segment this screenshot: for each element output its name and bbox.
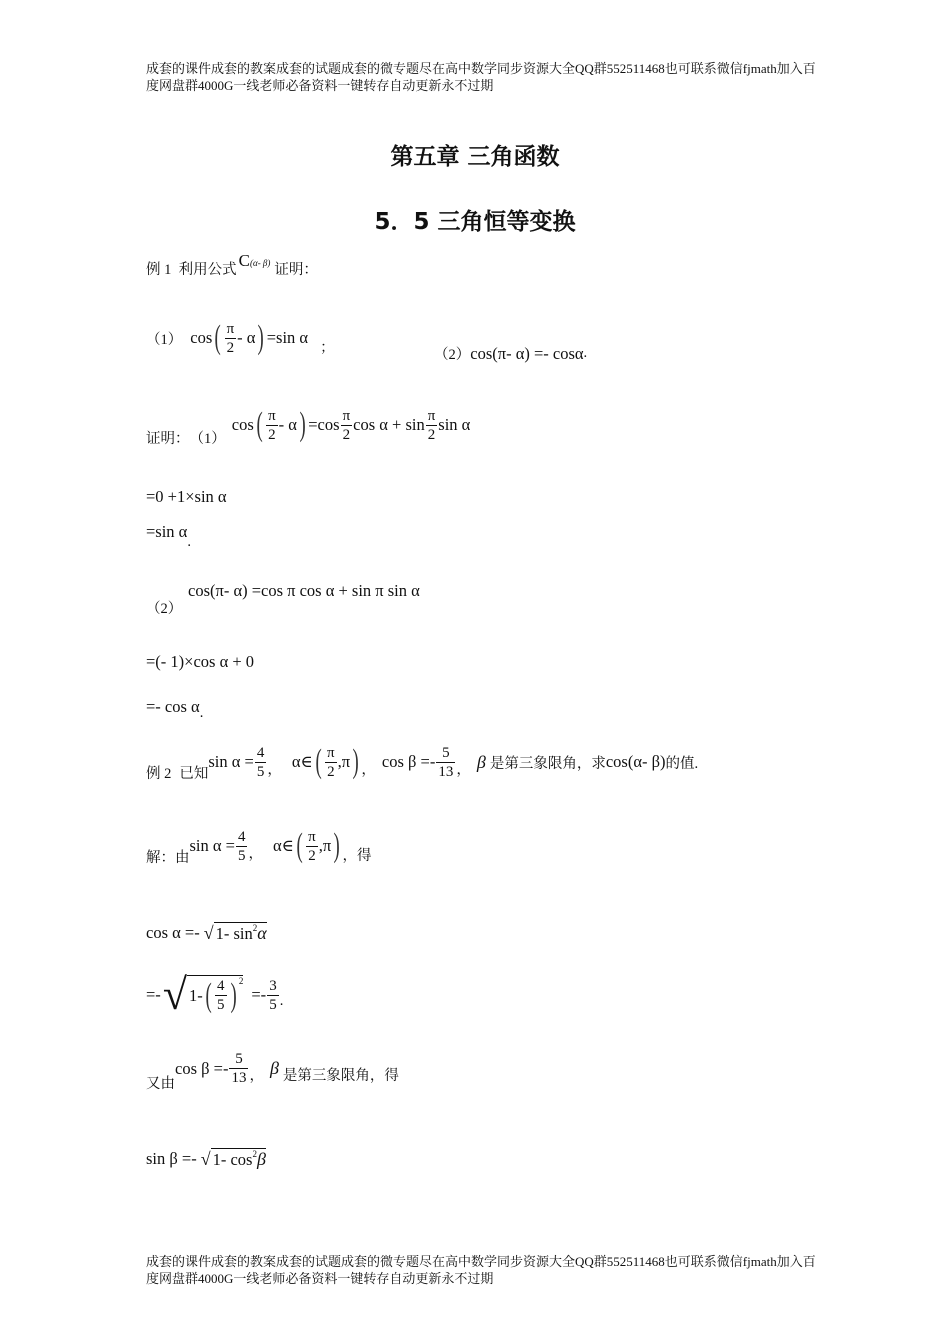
q2-label: （2） — [434, 347, 471, 363]
beta: β — [476, 751, 486, 772]
numerator: 4 — [256, 744, 265, 761]
also-line — [146, 1050, 399, 1092]
numerator: π — [268, 407, 276, 424]
p1-rhs-b: cos α + sin — [353, 415, 425, 434]
denominator: 5 — [217, 997, 225, 1013]
numerator: 4 — [237, 828, 246, 845]
numerator: 5 — [235, 1051, 243, 1067]
line2-mid: =- — [251, 985, 267, 1004]
fraction-pi-over-2 — [225, 320, 237, 357]
p1-minus-alpha: - α — [278, 415, 297, 434]
cos-alpha-eq: cos α =- — [146, 923, 200, 942]
sep: ， — [249, 1068, 264, 1084]
p1-line3-end: . — [187, 533, 191, 550]
right-paren: ) — [333, 827, 340, 864]
ex2-cos-beta: cos β =- — [381, 752, 436, 771]
sqrt-content: 1- sin — [215, 924, 253, 943]
sqrt-content: 1- cos — [212, 1150, 253, 1169]
proof-part2-line2: =(- 1)×cos α + 0 — [146, 652, 255, 671]
left-paren: ( — [296, 827, 303, 864]
p1-rhs-c: sin α — [438, 415, 471, 434]
proof-p2-label: （2） — [146, 601, 183, 617]
alpha-in: α∈ — [272, 836, 294, 855]
proof-part1-line3 — [146, 522, 191, 550]
fraction-pi-over-2 — [306, 828, 318, 865]
right-paren: ) — [230, 976, 237, 1014]
sep: ， — [456, 761, 471, 778]
numerator: 3 — [269, 977, 277, 994]
p2-line3-end: . — [199, 704, 204, 721]
denominator: 5 — [256, 763, 265, 780]
ex2-sin-alpha: sin α = — [208, 752, 254, 771]
cos-alpha-line2 — [146, 972, 283, 1018]
sep: ， — [361, 761, 376, 778]
sqrt-body — [187, 975, 243, 1016]
footer-banner: 成套的课件成套的教案成套的试题成套的微专题尽在高中数学同步资源大全QQ群552511468也可联系微信fjmath加入百度网盘群4000G一线老师必备资料一键转存自动更新永不过期 — [146, 1254, 816, 1286]
q1-end: ； — [320, 339, 335, 356]
example1-text-after: 证明： — [274, 262, 318, 278]
one-minus: 1- — [188, 985, 203, 1005]
denominator: 2 — [426, 425, 438, 444]
denominator: 2 — [266, 425, 278, 444]
section-title: 5．5 三角恒等变换 — [374, 209, 576, 235]
sin-beta-line — [146, 1148, 266, 1170]
beta: β — [269, 1058, 279, 1078]
also-label: 又由 — [146, 1076, 175, 1092]
cos-alpha-line — [146, 922, 267, 944]
numerator: π — [308, 828, 316, 845]
fraction-3-over-5 — [267, 977, 279, 1014]
sqrt-icon: √ — [203, 922, 214, 943]
fraction-pi-over-2 — [266, 407, 278, 444]
proof-part1-line2: =0 +1×sin α — [146, 487, 227, 506]
solution-label: 解：由 — [146, 849, 190, 866]
line2-end: . — [279, 992, 284, 1009]
line2-prefix: =- — [146, 985, 161, 1004]
fraction-5-over-13 — [436, 744, 455, 781]
p2-line3-expr: =- cos α — [146, 697, 200, 716]
denominator: 5 — [237, 847, 246, 864]
formula-c: C — [238, 250, 250, 270]
proof-part2-line1: cos(π- α) =cos π cos α + sin π sin α — [188, 581, 420, 600]
chapter-title: 第五章 三角函数 — [390, 144, 560, 170]
example2-label: 例 2 — [146, 765, 172, 782]
sqrt-body — [211, 1148, 266, 1170]
q1-minus-alpha: - α — [237, 328, 256, 347]
formula-subscript: (α- β) — [249, 257, 271, 268]
fraction-pi-over-2 — [341, 407, 353, 444]
right-paren: ) — [299, 406, 306, 443]
fraction-5-over-13 — [229, 1050, 248, 1087]
denominator: 2 — [306, 846, 318, 865]
alpha-in: α∈ — [291, 752, 313, 771]
exponent: 2 — [252, 923, 258, 933]
numerator: π — [327, 744, 335, 761]
sqrt-icon: √ — [200, 1148, 211, 1169]
sqrt-body — [214, 922, 267, 944]
beta: β — [256, 1149, 266, 1169]
exponent: 2 — [238, 975, 244, 986]
denominator: 2 — [341, 425, 353, 444]
sol-cos-beta: cos β =- — [175, 1058, 229, 1078]
left-paren: ( — [256, 406, 263, 443]
example1-q1 — [146, 318, 335, 358]
denominator: 5 — [269, 996, 277, 1013]
fraction-4-over-5 — [215, 977, 227, 1014]
q1-cos: cos — [190, 328, 213, 347]
sol-get: ，得 — [342, 847, 372, 864]
example1-text-before: 利用公式 — [178, 262, 237, 278]
denominator: 13 — [231, 1070, 247, 1086]
q1-rhs: =sin α — [266, 328, 309, 347]
alpha: α — [257, 923, 267, 943]
p1-rhs-a: =cos — [308, 415, 340, 434]
denominator: 2 — [325, 762, 337, 781]
fraction-4-over-5 — [236, 828, 248, 865]
comma-pi: ,π — [318, 836, 332, 855]
fraction-pi-over-2 — [426, 407, 438, 444]
example1-heading — [146, 250, 318, 279]
example2-statement — [146, 742, 698, 782]
left-paren: ( — [214, 319, 222, 356]
numerator: π — [226, 320, 235, 337]
exponent: 2 — [252, 1149, 257, 1159]
denominator: 13 — [438, 763, 454, 780]
sol-beta-text: 是第三象限角，得 — [282, 1068, 399, 1084]
denominator: 2 — [225, 338, 237, 357]
fraction-4-over-5 — [255, 744, 267, 781]
ex2-end: 的值. — [665, 755, 699, 772]
sol-sin-alpha: sin α = — [189, 836, 235, 855]
right-paren: ) — [352, 743, 359, 780]
proof-part2-line3 — [146, 697, 204, 721]
sep: ， — [267, 761, 282, 778]
left-paren: ( — [315, 743, 322, 780]
sin-beta-eq: sin β =- — [146, 1149, 197, 1168]
p1-cos: cos — [231, 415, 254, 434]
p1-line3-expr: =sin α — [146, 522, 188, 541]
left-paren: ( — [205, 976, 212, 1014]
example1-label: 例 1 — [146, 262, 172, 278]
header-banner: 成套的课件成套的教案成套的试题成套的微专题尽在高中数学同步资源大全QQ群552511468也可联系微信fjmath加入百度网盘群4000G一线老师必备资料一键转存自动更新永不过期 — [146, 61, 816, 93]
proof-part1-line1 — [146, 405, 470, 445]
ex2-beta-text: 是第三象限角，求 — [489, 755, 606, 772]
sqrt-icon: √ — [162, 970, 187, 1019]
numerator: π — [342, 407, 351, 424]
q2-expr: cos(π- α) =- cosα — [470, 343, 584, 363]
fraction-pi-over-2 — [325, 744, 337, 781]
ex2-target: cos(α- β) — [605, 752, 666, 771]
example2-known: 已知 — [179, 765, 209, 782]
sep: ， — [248, 845, 263, 862]
proof-p1-label: （1） — [189, 430, 226, 447]
right-paren: ) — [257, 319, 265, 356]
q1-label: （1） — [146, 331, 183, 348]
solution-line1 — [146, 826, 372, 866]
proof-label: 证明： — [146, 430, 190, 447]
q2-end: . — [583, 345, 588, 361]
comma-pi: ,π — [337, 752, 351, 771]
numerator: 5 — [442, 744, 450, 761]
numerator: π — [427, 407, 436, 424]
numerator: 4 — [217, 978, 225, 994]
example1-q2 — [434, 343, 587, 364]
